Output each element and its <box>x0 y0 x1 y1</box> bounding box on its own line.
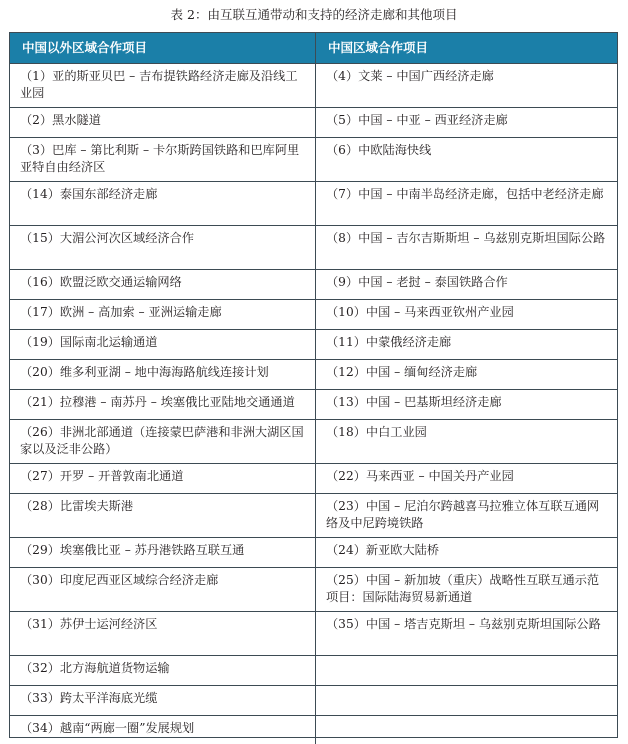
cell-outside-china: （3）巴库 – 第比利斯 – 卡尔斯跨国铁路和巴库阿里亚特自由经济区 <box>10 138 316 181</box>
table-row <box>10 225 617 269</box>
table-row <box>10 537 617 567</box>
table-row <box>10 715 617 744</box>
cell-outside-china: （17）欧洲 – 高加索 – 亚洲运输走廊 <box>10 300 316 329</box>
cell-china-region: （13）中国 – 巴基斯坦经济走廊 <box>326 395 502 409</box>
cell-china-region: （25）中国 – 新加坡（重庆）战略性互联互通示范项目：国际陆海贸易新通道 <box>326 573 600 604</box>
cell-outside-china: （29）埃塞俄比亚 – 苏丹港铁路互联互通 <box>10 538 316 567</box>
cell-china-region: （8）中国 – 吉尔吉斯斯坦 – 乌兹别克斯坦国际公路 <box>326 231 606 245</box>
cell-china-region <box>316 686 617 715</box>
cell-china-region: （12）中国 – 缅甸经济走廊 <box>326 365 478 379</box>
cell-outside-china: （27）开罗 – 开普敦南北通道 <box>10 464 316 493</box>
cell-china-region: （35）中国 – 塔吉克斯坦 – 乌兹别克斯坦国际公路 <box>326 617 601 631</box>
projects-table <box>9 32 618 738</box>
table-row <box>10 181 617 225</box>
cell-china-region: （6）中欧陆海快线 <box>326 143 432 157</box>
cell-china-region: （5）中国 – 中亚 – 西亚经济走廊 <box>326 113 508 127</box>
table-body <box>10 63 617 744</box>
table-row <box>10 63 617 107</box>
cell-outside-china: （32）北方海航道货物运输 <box>10 656 316 685</box>
cell-china-region: （24）新亚欧大陆桥 <box>326 543 440 557</box>
table-row <box>10 329 617 359</box>
cell-outside-china: （1）亚的斯亚贝巴 – 吉布提铁路经济走廊及沿线工业园 <box>10 64 316 107</box>
cell-outside-china: （34）越南“两廊一圈”发展规划 <box>10 716 316 744</box>
table-row <box>10 463 617 493</box>
table-row <box>10 611 617 655</box>
table-row <box>10 389 617 419</box>
header-outside-china: 中国以外区域合作项目 <box>10 33 316 63</box>
cell-china-region <box>316 656 617 685</box>
table-row <box>10 359 617 389</box>
table-header <box>10 33 617 63</box>
cell-outside-china: （30）印度尼西亚区域综合经济走廊 <box>10 568 316 611</box>
cell-china-region: （18）中白工业园 <box>326 425 427 439</box>
cell-outside-china: （33）跨太平洋海底光缆 <box>10 686 316 715</box>
cell-china-region: （11）中蒙俄经济走廊 <box>326 335 452 349</box>
table-row <box>10 137 617 181</box>
table-row <box>10 269 617 299</box>
header-china-region: 中国区域合作项目 <box>328 40 429 55</box>
cell-china-region <box>316 716 617 744</box>
table-row <box>10 419 617 463</box>
cell-outside-china: （28）比雷埃夫斯港 <box>10 494 316 537</box>
table-caption: 表 2：由互联互通带动和支持的经济走廊和其他项目 <box>170 7 458 22</box>
cell-outside-china: （21）拉穆港 – 南苏丹 – 埃塞俄比亚陆地交通通道 <box>10 390 316 419</box>
cell-outside-china: （14）泰国东部经济走廊 <box>10 182 316 225</box>
table-row <box>10 685 617 715</box>
cell-outside-china: （31）苏伊士运河经济区 <box>10 612 316 655</box>
cell-china-region: （9）中国 – 老挝 – 泰国铁路合作 <box>326 275 508 289</box>
cell-china-region: （10）中国 – 马来西亚钦州产业园 <box>326 305 514 319</box>
table-row <box>10 655 617 685</box>
table-row <box>10 493 617 537</box>
cell-outside-china: （19）国际南北运输通道 <box>10 330 316 359</box>
cell-outside-china: （2）黑水隧道 <box>10 108 316 137</box>
cell-outside-china: （20）维多利亚湖 – 地中海海路航线连接计划 <box>10 360 316 389</box>
cell-china-region: （4）文莱 – 中国广西经济走廊 <box>326 69 494 83</box>
table-row <box>10 299 617 329</box>
cell-outside-china: （15）大湄公河次区域经济合作 <box>10 226 316 269</box>
cell-china-region: （22）马来西亚 – 中国关丹产业园 <box>326 469 514 483</box>
table-row <box>10 567 617 611</box>
cell-outside-china: （16）欧盟泛欧交通运输网络 <box>10 270 316 299</box>
cell-outside-china: （26）非洲北部通道（连接蒙巴萨港和非洲大湖区国家以及泛非公路） <box>10 420 316 463</box>
table-row <box>10 107 617 137</box>
cell-china-region: （7）中国 – 中南半岛经济走廊，包括中老经济走廊 <box>326 187 604 201</box>
cell-china-region: （23）中国 – 尼泊尔跨越喜马拉雅立体互联互通网络及中尼跨境铁路 <box>326 499 600 530</box>
